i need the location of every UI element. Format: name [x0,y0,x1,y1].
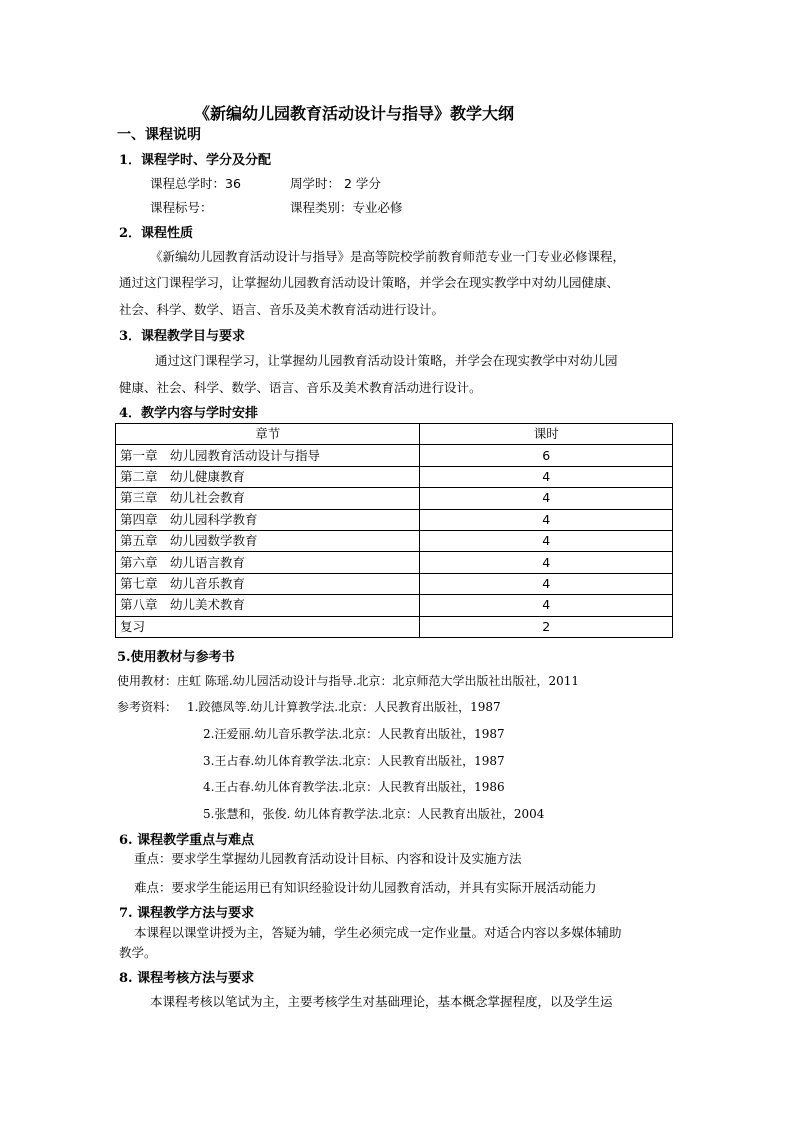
heading-teaching-methods: 7. 课程教学方法与要求 [119,906,255,921]
chapter-cell: 第四章 幼儿园科学教育 [116,509,420,530]
course-code: 课程标号： [150,200,213,215]
column-header-chapter: 章节 [116,424,420,445]
reference-item: 3.王占春.幼儿体育教学法.北京：人民教育出版社，1987 [203,754,505,768]
document-title: 《新编幼儿园教育活动设计与指导》教学大纲 [194,104,515,123]
hours-cell: 4 [420,573,673,594]
table-row [116,509,673,530]
table-header-row [116,424,673,445]
total-hours: 课程总学时：36 [150,176,241,191]
weekly-hours: 周学时： 2 学分 [290,176,381,191]
reference-item: 2.汪爱丽.幼儿音乐教学法.北京：人民教育出版社，1987 [203,727,505,741]
table-row [116,573,673,594]
schedule-table [115,423,673,638]
key-point: 重点：要求学生掌握幼儿园教育活动设计目标、内容和设计及实施方法 [134,851,522,866]
chapter-cell: 第六章 幼儿语言教育 [116,552,420,573]
heading-hours-credits: 1．课程学时、学分及分配 [119,153,272,168]
reference-item: 1.跤德凤等.幼儿计算教学法.北京：人民教育出版社，1987 [187,700,501,714]
reference-item: 4.王占春.幼儿体育教学法.北京：人民教育出版社，1986 [203,780,505,794]
chapter-cell: 第七章 幼儿音乐教育 [116,573,420,594]
chapter-cell: 复习 [116,616,420,637]
section-course-description: 一、课程说明 [117,127,201,143]
heading-key-points: 6. 课程教学重点与难点 [119,833,255,848]
hours-cell: 4 [420,595,673,616]
heading-content-schedule: 4．教学内容与学时安排 [119,406,259,421]
hours-cell: 4 [420,552,673,573]
assessment-line-1: 本课程考核以笔试为主，主要考核学生对基础理论，基本概念掌握程度，以及学生运 [150,994,613,1009]
table-row [116,595,673,616]
course-category: 课程类别：专业必修 [290,200,403,215]
nature-line-1: 《新编幼儿园教育活动设计与指导》是高等院校学前教育师范专业一门专业必修课程， [150,249,626,264]
reference-item: 5.张慧和，张俊. 幼儿体育教学法.北京：人民教育出版社，2004 [203,807,545,821]
difficulty: 难点：要求学生能运用已有知识经验设计幼儿园教育活动，并具有实际开展活动能力 [134,880,597,895]
table-row [116,552,673,573]
column-header-hours: 课时 [420,424,673,445]
nature-line-2: 通过这门课程学习，让掌握幼儿园教育活动设计策略，并学会在现实教学中对幼儿园健康、 [119,275,620,290]
chapter-cell: 第三章 幼儿社会教育 [116,488,420,509]
hours-cell: 4 [420,530,673,551]
heading-assessment: 8. 课程考核方法与要求 [119,971,255,986]
table-row [116,530,673,551]
chapter-cell: 第八章 幼儿美术教育 [116,595,420,616]
table-row [116,616,673,637]
table-row [116,445,673,466]
methods-line-2: 教学。 [119,945,157,960]
nature-line-3: 社会、科学、数学、语言、音乐及美术教育活动进行设计。 [119,302,445,317]
hours-cell: 4 [420,509,673,530]
textbook: 使用教材：庄虹 陈瑶.幼儿园活动设计与指导.北京：北京师范大学出版社出版社，2011 [117,674,579,688]
goals-line-1: 通过这门课程学习，让掌握幼儿园教育活动设计策略，并学会在现实教学中对幼儿园 [155,353,618,368]
hours-cell: 6 [420,445,673,466]
chapter-cell: 第五章 幼儿园数学教育 [116,530,420,551]
hours-cell: 2 [420,616,673,637]
heading-teaching-goals: 3．课程教学目与要求 [119,329,246,344]
table-row [116,466,673,487]
references-label: 参考资料： [117,700,178,714]
goals-line-2: 健康、社会、科学、数学、语言、音乐及美术教育活动进行设计。 [119,380,482,395]
heading-textbooks: 5.使用教材与参考书 [117,650,235,665]
table-row [116,488,673,509]
chapter-cell: 第二章 幼儿健康教育 [116,466,420,487]
chapter-cell: 第一章 幼儿园教育活动设计与指导 [116,445,420,466]
hours-cell: 4 [420,466,673,487]
methods-line-1: 本课程以课堂讲授为主，答疑为辅，学生必须完成一定作业量。对适合内容以多媒体辅助 [134,925,622,940]
hours-cell: 4 [420,488,673,509]
heading-course-nature: 2．课程性质 [119,226,194,241]
